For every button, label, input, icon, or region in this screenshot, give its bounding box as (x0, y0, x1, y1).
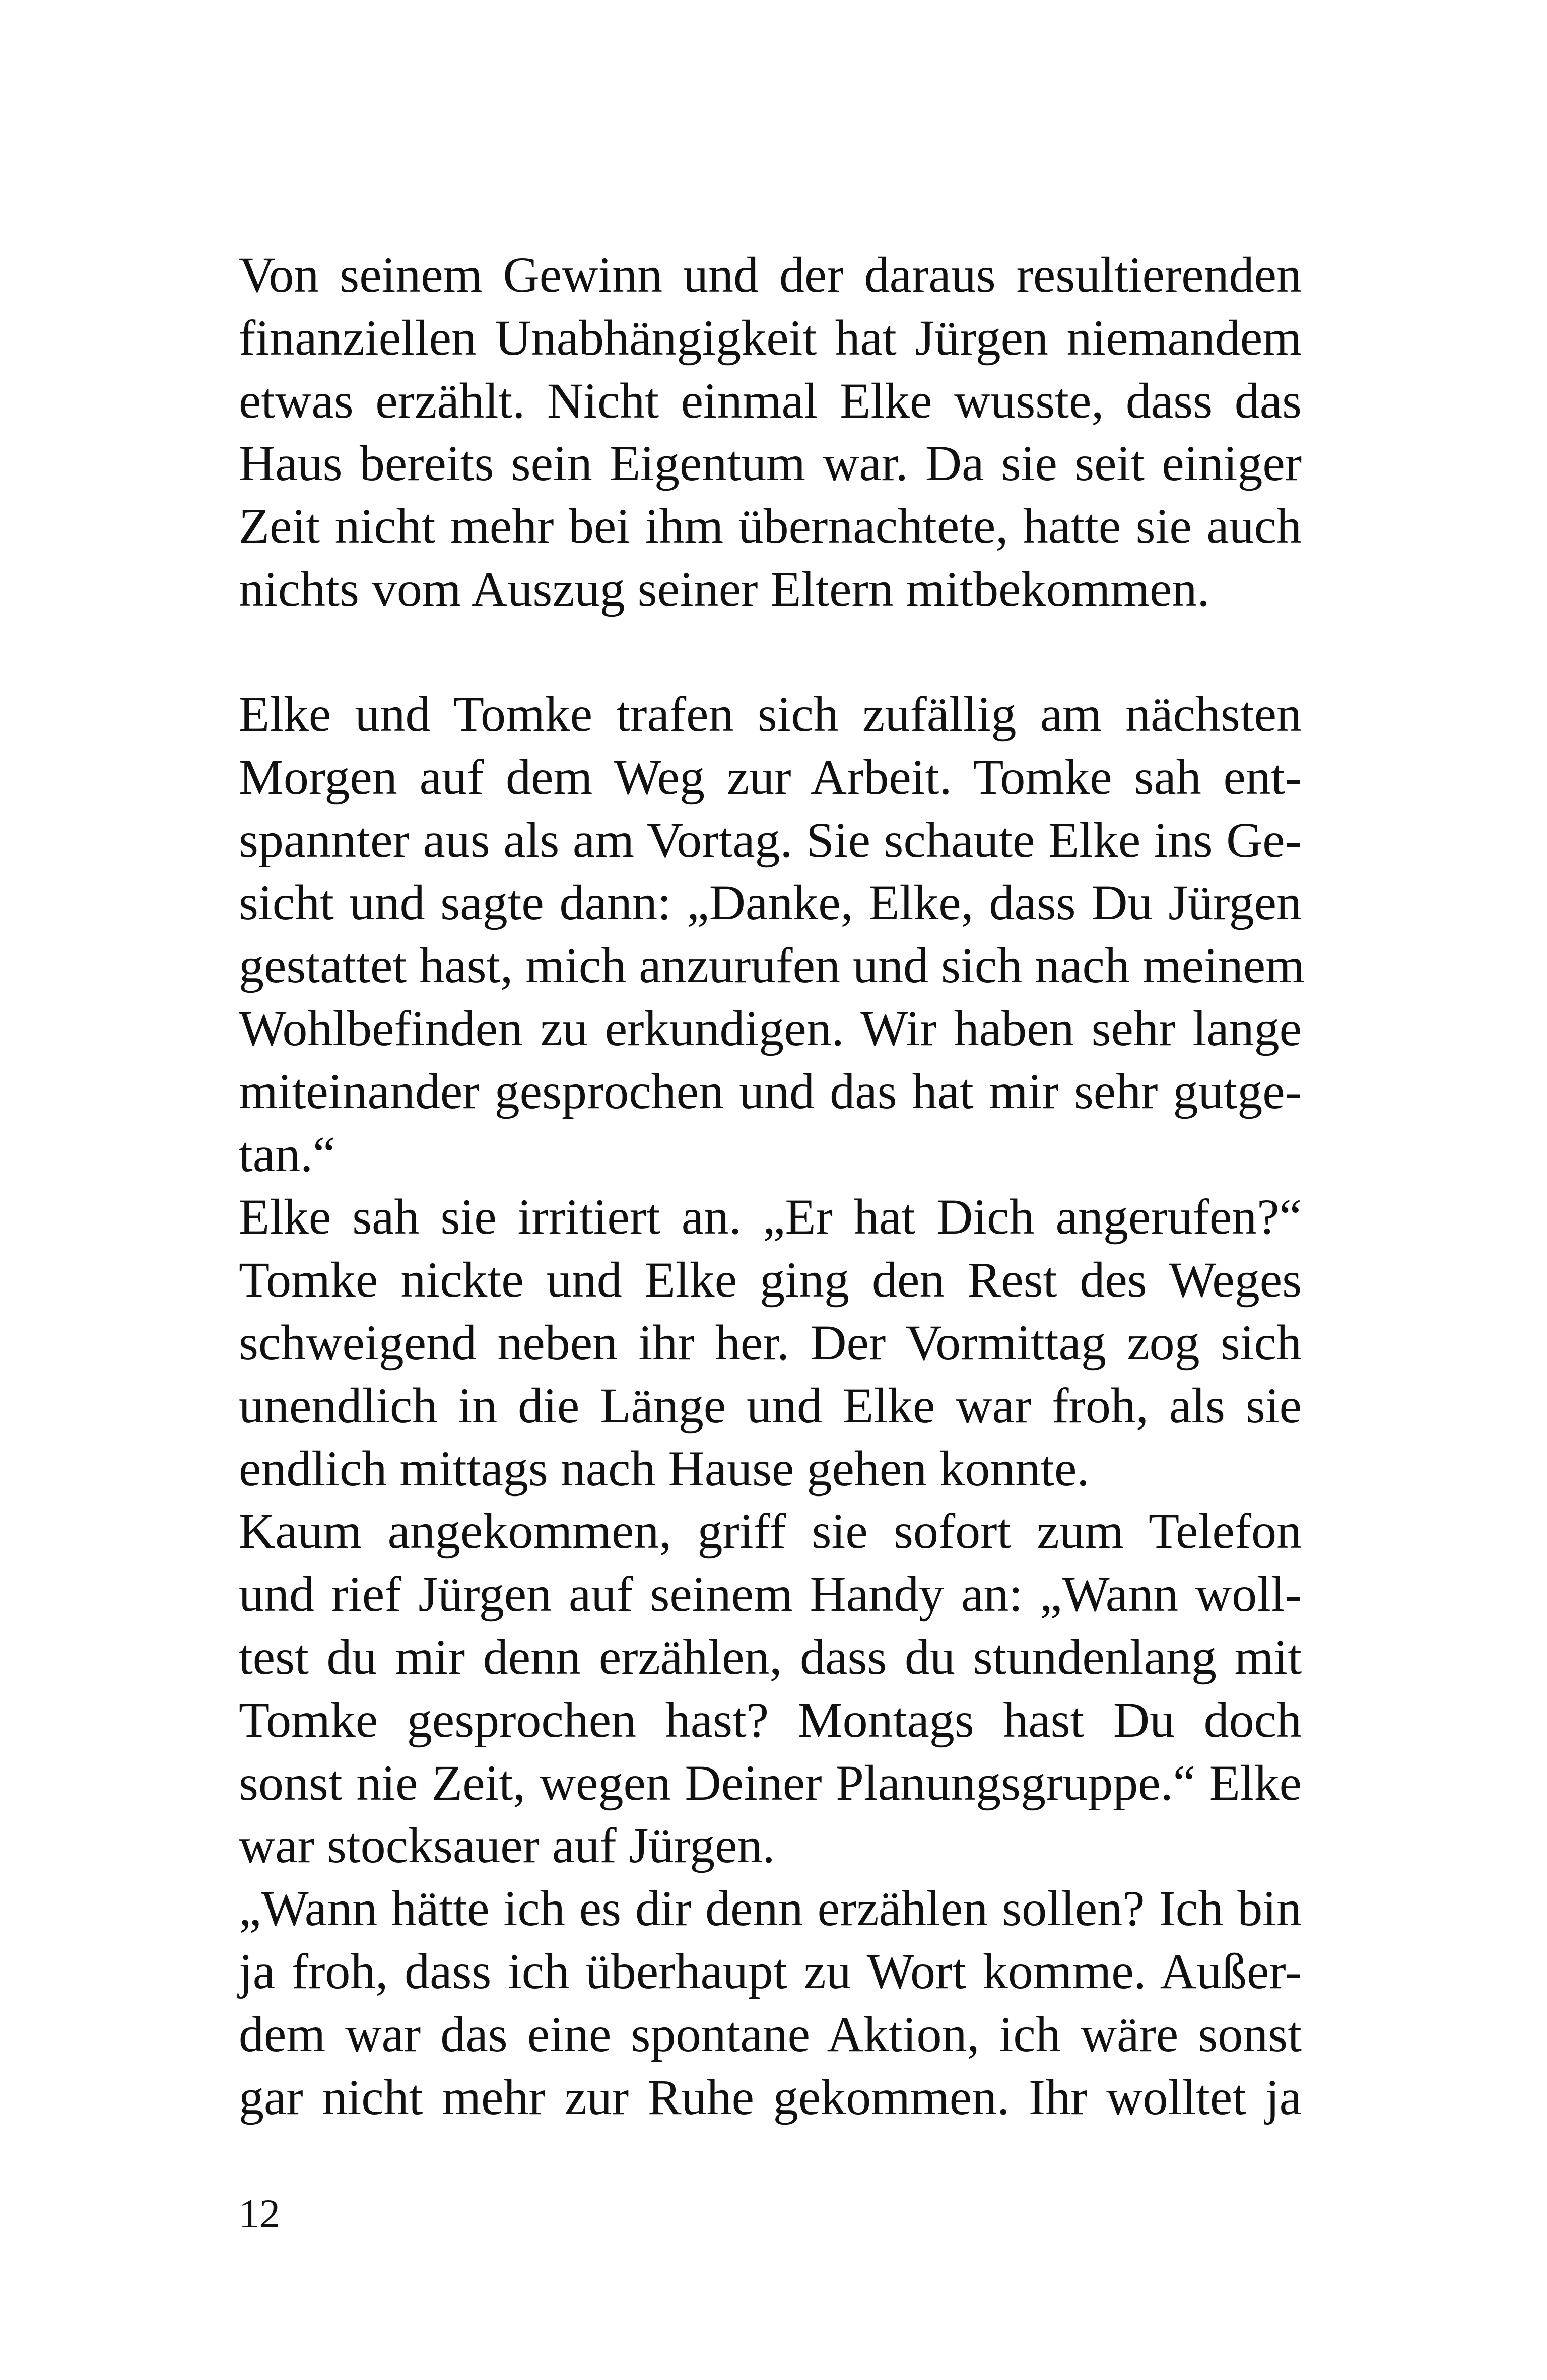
text-line: gar nicht mehr zur Ruhe gekommen. Ihr wolltet ja (239, 2069, 1302, 2125)
text-line: Tomke gesprochen hast? Montags hast Du doch (239, 1691, 1302, 1748)
text-line: Haus bereits sein Eigentum war. Da sie seit einiger (239, 435, 1302, 492)
text-line: miteinander gesprochen und das hat mir sehr gutge- (239, 1063, 1302, 1119)
text-line: Zeit nicht mehr bei ihm übernachtete, hatte sie auch (239, 498, 1302, 555)
text-line: ja froh, dass ich überhaupt zu Wort komme. Außer- (239, 1943, 1302, 1999)
text-line: test du mir denn erzählen, dass du stundenlang mit (239, 1628, 1302, 1685)
paragraph-2 (239, 683, 1305, 2129)
text-line: dem war das eine spontane Aktion, ich wäre sonst (239, 2006, 1302, 2062)
text-line: schweigend neben ihr her. Der Vormittag zog sich (239, 1314, 1302, 1371)
text-line: finanziellen Unabhängigkeit hat Jürgen niemandem (239, 309, 1302, 366)
text-line: endlich mittags nach Hause gehen konnte. (239, 1440, 1090, 1497)
page-number: 12 (239, 2191, 280, 2236)
text-line: Wohlbefinden zu erkundigen. Wir haben sehr lange (239, 1000, 1302, 1056)
text-line: spannter aus als am Vortag. Sie schaute Elke ins Ge- (239, 811, 1302, 868)
text-line: nichts vom Auszug seiner Eltern mitbekommen. (239, 561, 1210, 617)
text-line: Elke und Tomke trafen sich zufällig am nächsten (239, 686, 1302, 742)
text-line: war stocksauer auf Jürgen. (239, 1817, 775, 1874)
text-line: gestattet hast, mich anzurufen und sich nach meinem (239, 937, 1305, 994)
text-line: und rief Jürgen auf seinem Handy an: „Wann woll- (239, 1566, 1302, 1622)
text-line: tan.“ (239, 1126, 335, 1182)
text-line: Morgen auf dem Weg zur Arbeit. Tomke sah ent- (239, 749, 1302, 805)
text-line: „Wann hätte ich es dir denn erzählen sollen? Ich bin (239, 1880, 1302, 1937)
text-line: Elke sah sie irritiert an. „Er hat Dich angerufen?“ (239, 1189, 1302, 1245)
text-line: etwas erzählt. Nicht einmal Elke wusste, dass das (239, 372, 1302, 429)
text-line: Tomke nickte und Elke ging den Rest des Weges (239, 1252, 1302, 1308)
paragraph-1 (239, 244, 1302, 621)
text-line: Von seinem Gewinn und der daraus resultierenden (239, 247, 1302, 303)
text-line: Kaum angekommen, griff sie sofort zum Telefon (239, 1503, 1302, 1559)
text-line: sicht und sagte dann: „Danke, Elke, dass Du Jürgen (239, 874, 1302, 931)
text-line: unendlich in die Länge und Elke war froh, als sie (239, 1377, 1302, 1434)
text-line: sonst nie Zeit, wegen Deiner Planungsgruppe.“ Elke (239, 1754, 1302, 1811)
